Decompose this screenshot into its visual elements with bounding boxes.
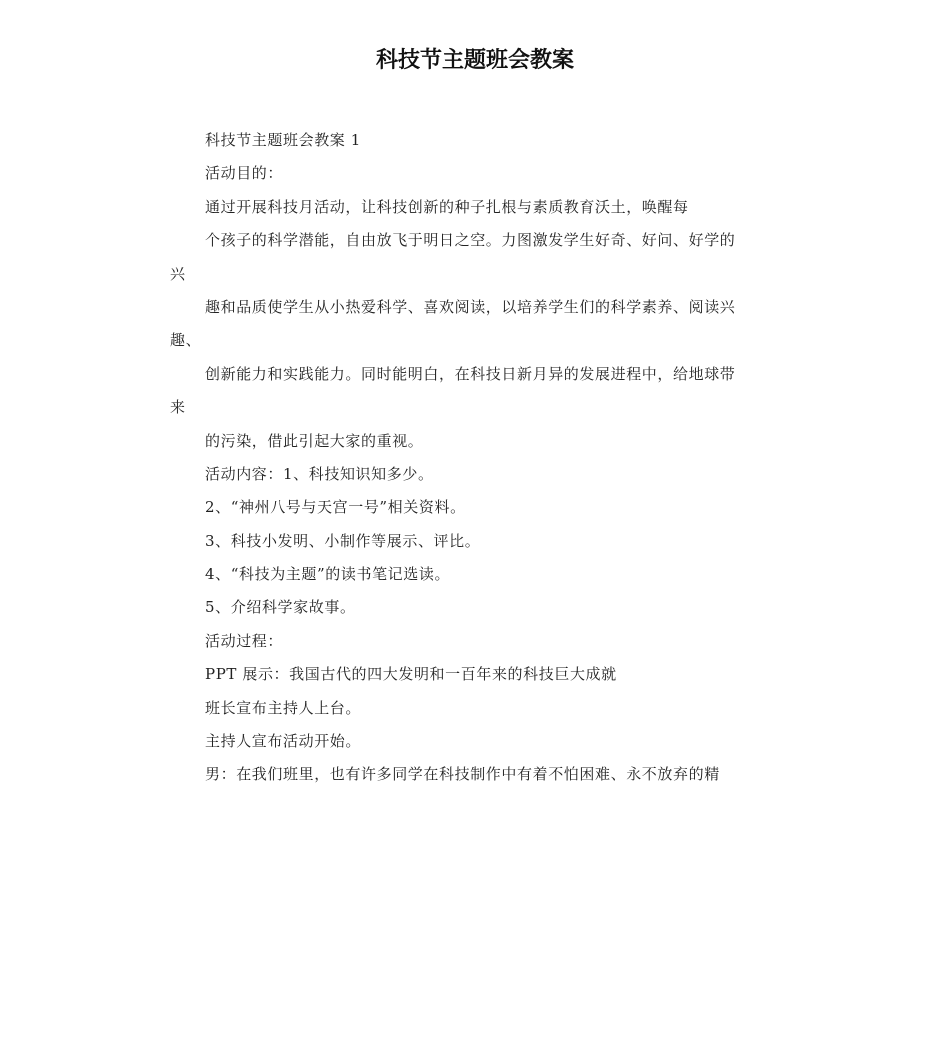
text-line: 兴: [170, 264, 186, 283]
text-line: 主持人宣布活动开始。: [205, 732, 362, 751]
text-line: 趣、: [170, 331, 202, 350]
document-title: 科技节主题班会教案: [375, 48, 574, 73]
text-line: 5、介绍科学家故事。: [205, 598, 356, 617]
text-line: 2、“神州八号与天宫一号”相关资料。: [205, 498, 466, 517]
text-line: 活动内容：1、科技知识知多少。: [205, 464, 434, 483]
text-line: 趣和品质使学生从小热爱科学、喜欢阅读，以培养学生们的科学素养、阅读兴: [205, 297, 736, 316]
text-line: PPT 展示：我国古代的四大发明和一百年来的科技巨大成就: [205, 665, 617, 684]
text-line: 通过开展科技月活动，让科技创新的种子扎根与素质教育沃土，唤醒每: [205, 197, 689, 216]
text-line: 个孩子的科学潜能，自由放飞于明日之空。力图激发学生好奇、好问、好学的: [205, 231, 736, 250]
text-line: 4、“科技为主题”的读书笔记选读。: [205, 565, 451, 584]
text-line: 3、科技小发明、小制作等展示、评比。: [205, 531, 481, 550]
text-line: 来: [170, 398, 186, 417]
text-line: 班长宣布主持人上台。: [205, 698, 362, 717]
text-line: 创新能力和实践能力。同时能明白，在科技日新月异的发展进程中，给地球带: [205, 364, 736, 383]
document-body: [170, 124, 788, 792]
text-line: 活动目的：: [205, 164, 284, 183]
text-line: 活动过程：: [205, 631, 284, 650]
text-line: 科技节主题班会教案 1: [205, 131, 361, 149]
text-line: 男：在我们班里，也有许多同学在科技制作中有着不怕困难、永不放弃的精: [205, 765, 720, 784]
text-line: 的污染，借此引起大家的重视。: [205, 431, 424, 450]
